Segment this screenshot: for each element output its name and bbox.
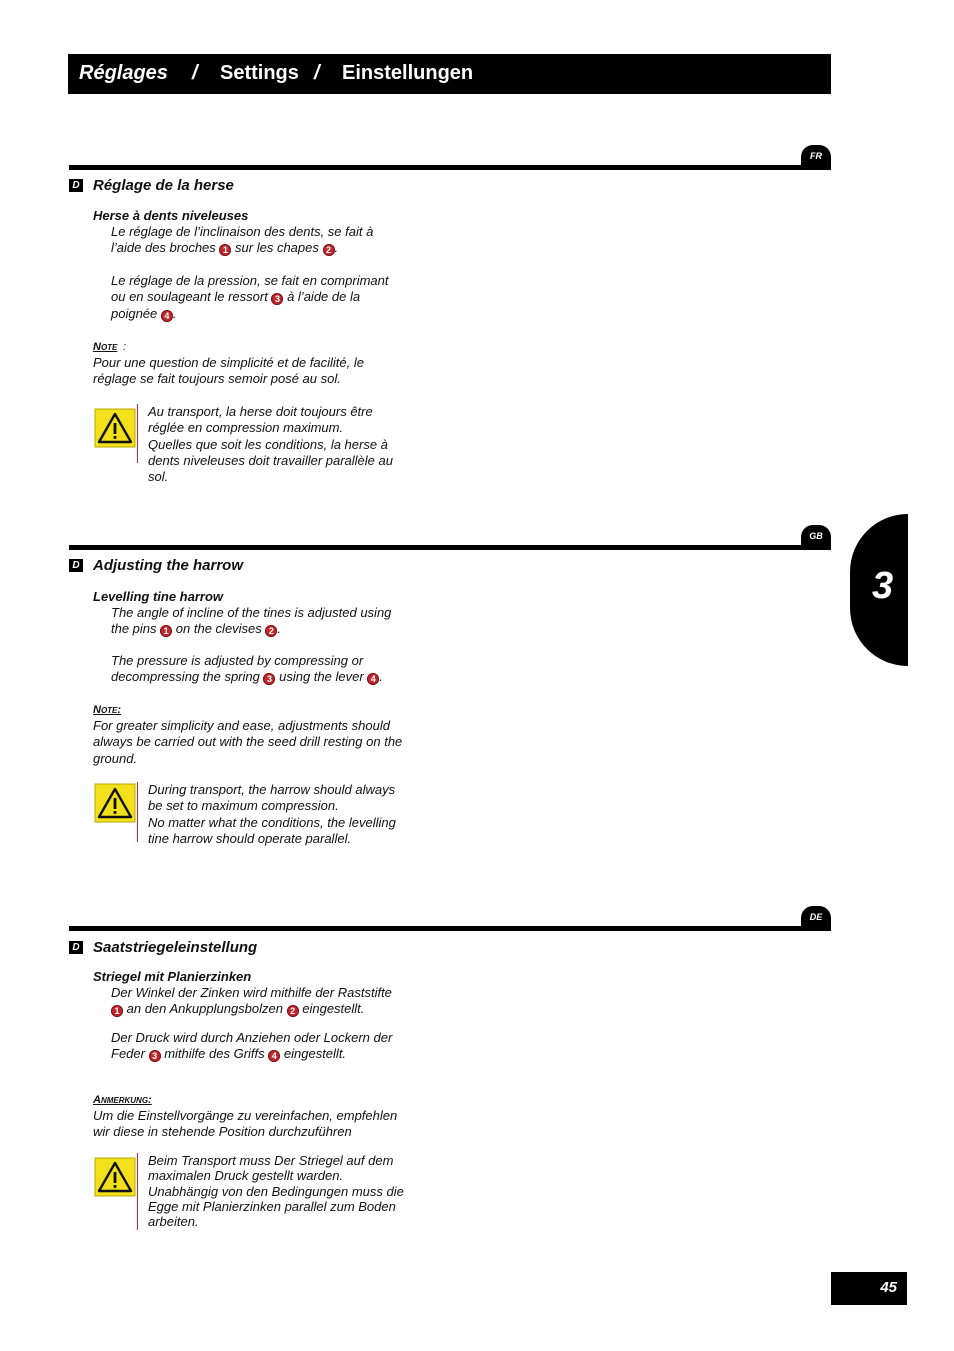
section-rule [69, 926, 831, 931]
page-header [68, 54, 831, 94]
text: Der Winkel der Zinken wird mithilfe der Raststifte [111, 985, 392, 1000]
callout-2: 2 [265, 625, 277, 637]
callout-2: 2 [287, 1005, 299, 1017]
callout-2: 2 [323, 244, 335, 256]
paragraph-inclination [111, 605, 416, 638]
text: sur les chapes [235, 240, 319, 256]
text: Egge mit Planierzinken parallel zum Boden [148, 1198, 396, 1214]
text: ou en soulageant le ressort [111, 289, 268, 305]
d-marker: D [69, 179, 83, 192]
text: mithilfe des Griffs [164, 1046, 265, 1062]
text: the pins [111, 621, 157, 637]
note-label [93, 341, 117, 354]
text: Der Druck wird durch Anziehen oder Lockern der [111, 1030, 393, 1045]
paragraph-pressure [111, 653, 416, 686]
text: Le réglage de la pression, se fait en comprimant [111, 273, 389, 288]
text: Pour une question de simplicité et de facilité, le [93, 355, 364, 370]
text: l’aide des broches [111, 240, 216, 256]
section-subtitle: Herse à dents niveleuses [93, 208, 249, 223]
warning-divider [137, 782, 138, 842]
paragraph-pressure [111, 1030, 416, 1063]
text: . [379, 669, 383, 685]
text: eingestellt. [302, 1001, 365, 1017]
section-title: Réglage de la herse [93, 177, 234, 194]
warning-triangle-icon [94, 408, 136, 448]
callout-1: 1 [160, 625, 172, 637]
text: arbeiten. [148, 1214, 199, 1230]
text: always be carried out with the seed drill resting on the [93, 734, 403, 750]
text: Note [93, 341, 118, 353]
text: . [277, 621, 282, 637]
chapter-number: 3 [872, 565, 894, 607]
text: Au transport, la herse doit toujours être [148, 404, 373, 419]
warning-triangle-icon [94, 1157, 136, 1197]
language-tab-de: DE [801, 906, 831, 930]
text: . [334, 240, 339, 256]
section-rule [69, 165, 831, 170]
callout-1: 1 [111, 1005, 123, 1017]
text: Feder [111, 1046, 145, 1062]
text: an den Ankupplungsbolzen [126, 1001, 283, 1017]
language-tab-gb: GB [801, 525, 831, 549]
header-title-fr: Réglages [79, 62, 168, 84]
section-title: Saatstriegeleinstellung [93, 939, 258, 956]
text: Quelles que soit les conditions, la herse à [148, 436, 388, 452]
note-text [93, 355, 418, 388]
note-label: Anmerkung: [93, 1094, 152, 1106]
paragraph-inclination [111, 224, 416, 257]
text: wir diese in stehende Position durchzuführen [93, 1124, 352, 1140]
section-title: Adjusting the harrow [93, 557, 243, 574]
callout-4: 4 [161, 310, 173, 322]
language-tab-fr: FR [801, 145, 831, 169]
text: Unabhängig von den Bedingungen muss die [148, 1183, 404, 1199]
text: The angle of incline of the tines is adjusted using [111, 605, 392, 620]
text: à l’aide de la [287, 289, 361, 305]
warning-text [148, 782, 418, 847]
section-subtitle: Striegel mit Planierzinken [93, 969, 252, 984]
text: réglée en compression maximum. [148, 420, 344, 436]
callout-3: 3 [263, 673, 275, 685]
text: on the clevises [175, 621, 262, 637]
callout-3: 3 [271, 293, 283, 305]
header-separator: / [314, 62, 320, 84]
warning-text [148, 404, 418, 485]
note-text [93, 1108, 418, 1141]
text: tine harrow should operate parallel. [148, 830, 352, 846]
text: ground. [93, 750, 138, 766]
text: No matter what the conditions, the levelling [148, 814, 396, 830]
text: Le réglage de l’inclinaison des dents, se fait à [111, 224, 374, 239]
text: sol. [148, 469, 169, 485]
text: . [172, 305, 177, 321]
warning-triangle-icon [94, 783, 136, 823]
paragraph-pressure [111, 273, 416, 322]
text: be set to maximum compression. [148, 798, 339, 814]
warning-divider [137, 404, 138, 463]
warning-text [148, 1153, 418, 1229]
header-title-de: Einstellungen [342, 62, 474, 84]
callout-3: 3 [149, 1050, 161, 1062]
note-label: Note: [93, 704, 122, 716]
callout-4: 4 [367, 673, 379, 685]
header-title-gb: Settings [220, 62, 299, 84]
text: réglage se fait toujours semoir posé au sol. [93, 371, 341, 387]
text: poignée [111, 305, 158, 321]
text: The pressure is adjusted by compressing or [111, 653, 364, 668]
text: Um die Einstellvorgänge zu vereinfachen, empfehlen [93, 1108, 398, 1123]
callout-4: 4 [268, 1050, 280, 1062]
text: Beim Transport muss Der Striegel auf dem [148, 1153, 394, 1168]
warning-divider [137, 1153, 138, 1230]
header-separator: / [192, 62, 198, 84]
d-marker: D [69, 941, 83, 954]
text: For greater simplicity and ease, adjustments should [93, 718, 390, 733]
callout-1: 1 [219, 244, 231, 256]
text: decompressing the spring [111, 669, 260, 685]
text: During transport, the harrow should always [148, 782, 396, 797]
d-marker: D [69, 559, 83, 572]
page-number: 45 [831, 1272, 907, 1305]
paragraph-inclination [111, 985, 416, 1018]
section-rule [69, 545, 831, 550]
text: using the lever [279, 669, 364, 685]
note-suffix: : [123, 341, 127, 353]
text: dents niveleuses doit travailler parallèle au [148, 452, 393, 468]
note-text [93, 718, 418, 767]
text: maximalen Druck gestellt warden. [148, 1168, 344, 1184]
text: eingestellt. [283, 1046, 347, 1062]
section-subtitle: Levelling tine harrow [93, 589, 224, 604]
